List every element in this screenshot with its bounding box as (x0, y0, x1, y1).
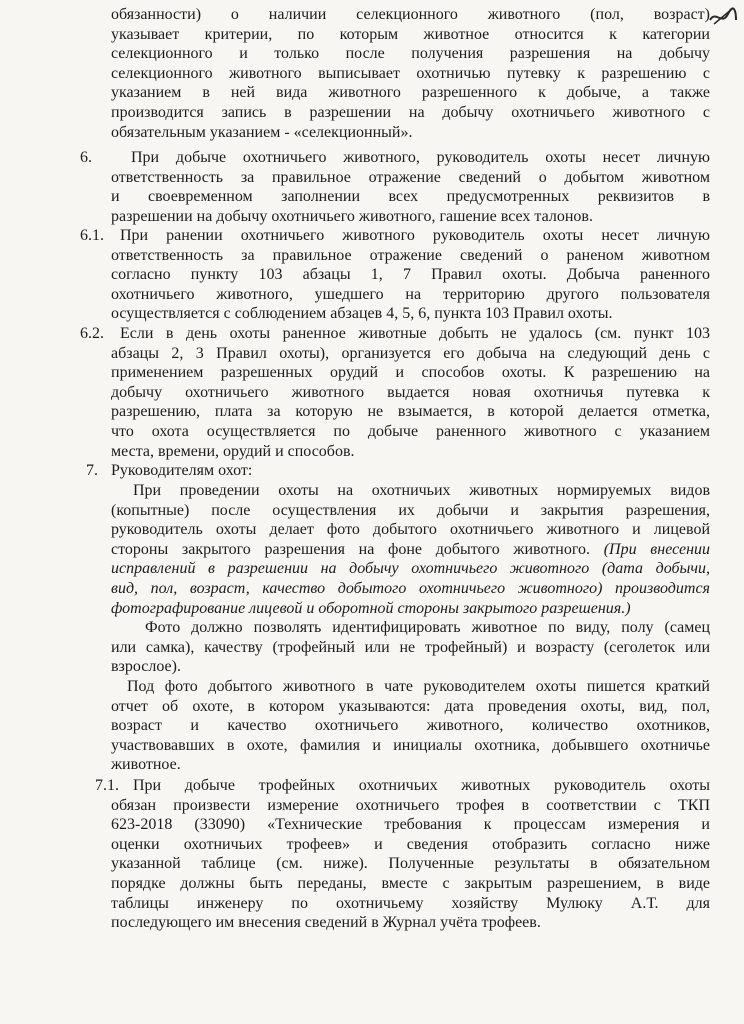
text-line: производится запись в разрешении на добычу охотничьего животного с (111, 103, 710, 121)
text-line: обязанности) о наличии селекционного животного (пол, возраст) (111, 6, 710, 23)
text-line: или самка), качеству (трофейный или не трофейный) и возрасту (сеголеток или (111, 638, 710, 656)
text-line: участвовавших в охоте, фамилия и инициалы охотника, добывшего охотничье (111, 736, 710, 754)
italic-text-line: исправлений в разрешении на добычу охотничьего животного (дата добычи, (111, 560, 710, 578)
item-7-1-number: 7.1. (95, 777, 119, 794)
text-line: и своевременном заполнении всех предусмотренных реквизитов в (111, 188, 710, 206)
text-line: селекционного и только после получения разрешения на добычу (111, 45, 710, 63)
italic-text-line: вид, пол, возраст, качество добытого охотничьего животного) производится (111, 579, 710, 597)
pen-mark-icon (708, 6, 738, 28)
item-7-heading: Руководителям охот: (111, 462, 253, 479)
text-line: последующего им внесения сведений в Журнал учёта трофеев. (111, 914, 541, 932)
text-line: (копытные) после осуществления их добычи и закрытия разрешения, (111, 501, 710, 519)
item-7-1-paragraph (111, 776, 710, 933)
text-line: таблицы инженеру по охотничьему хозяйству Мулюку А.Т. для (111, 894, 710, 912)
item-7-paragraph-3 (111, 677, 710, 775)
text-line: ответственность за правильное отражение сведений о добытом животном (111, 168, 710, 186)
italic-text-line: фотографирование лицевой и оборотной стороны закрытого разрешения.) (111, 599, 631, 617)
intro-paragraph (111, 5, 710, 142)
text-line: что охота осуществляется по добыче раненного животного с указанием (111, 422, 710, 440)
text-line: абзацы 2, 3 Правил охоты), организуется его добыча на следующий день с (111, 344, 710, 362)
item-7-paragraph-1 (111, 481, 710, 618)
item-6-number: 6. (80, 149, 92, 166)
item-7-paragraph-2 (111, 618, 710, 677)
text-line: охотничьего животного, ушедшего на территорию другого пользователя (111, 285, 710, 303)
text-line: применением разрешенных орудий и способов охоты. К разрешению на (111, 364, 710, 382)
text-line: разрешению, плата за которую не взымается, в которой делается отметка, (111, 403, 710, 421)
italic-text: (При внесении (603, 540, 711, 558)
text-line: 623-2018 (33090) «Технические требования к процессам измерения и (111, 816, 710, 834)
item-6-1-number: 6.1. (80, 227, 104, 244)
text-line: указанием в ней вида животного разрешенного к добыче, а также (111, 84, 710, 102)
text-line: При добыче трофейных охотничьих животных руководитель охоты (133, 777, 710, 794)
text-line: При добыче охотничьего животного, руководитель охоты несет личную (131, 149, 710, 166)
text-line: селекционного животного выписывает охотничью путевку к разрешению с (111, 64, 710, 82)
text-line: Фото должно позволять идентифицировать животное по виду, полу (самец (145, 619, 710, 636)
text-line: добычу охотничьего животного выдается новая охотничья путевка к (111, 383, 710, 401)
text-line: разрешении на добычу охотничьего животного, гашение всех талонов. (111, 207, 593, 225)
text-line: места, времени, орудий и способов. (111, 442, 355, 460)
text-line: животное. (111, 756, 181, 774)
text-line: согласно пункту 103 абзацы 1, 7 Правил охоты. Добыча раненного (111, 266, 710, 284)
text-line: порядке должны быть переданы, вместе с закрытым разрешением, в виде (111, 874, 710, 892)
text-line: Если в день охоты раненное животные добыть не удалось (см. пункт 103 (120, 325, 710, 342)
text-line: указывает критерии, по которым животное относится к категории (111, 25, 710, 43)
text-line: указанной таблице (см. ниже). Полученные результаты в обязательном (111, 855, 710, 873)
text-line: обязан произвести измерение охотничьего трофея в соответствии с ТКП (111, 796, 710, 814)
item-6-2-number: 6.2. (80, 325, 104, 342)
text-line: возраст и качество охотничьего животного, количество охотников, (111, 717, 710, 735)
text-line: При проведении охоты на охотничьих животных нормируемых видов (133, 482, 710, 499)
text-line: руководитель охоты делает фото добытого охотничьего животного и лицевой (111, 521, 710, 539)
text-line: взрослое). (111, 658, 181, 676)
item-6-2-paragraph (111, 324, 710, 461)
text-line: оценки охотничьих трофеев» и сведения отобразить согласно ниже (111, 835, 710, 853)
text-line: обязательным указанием - «селекционный». (111, 123, 413, 141)
item-7-number: 7. (86, 462, 98, 479)
text-segment: стороны закрытого разрешения на фоне добытого животного. (111, 540, 590, 558)
text-line: осуществляется с соблюдением абзацев 4, 5, 6, пункта 103 Правил охоты. (111, 305, 613, 323)
text-line: При ранении охотничьего животного руководитель охоты несет личную (120, 227, 710, 244)
text-line: ответственность за правильное отражение сведений о раненом животном (111, 246, 710, 264)
text-line: отчет об охоте, в котором указываются: дата проведения охоты, вид, пол, (111, 697, 710, 715)
item-6-1-paragraph (111, 226, 710, 324)
text-line: Под фото добытого животного в чате руководителем охоты пишется краткий (127, 678, 710, 695)
item-6-paragraph (111, 148, 710, 226)
text-line (111, 540, 710, 560)
